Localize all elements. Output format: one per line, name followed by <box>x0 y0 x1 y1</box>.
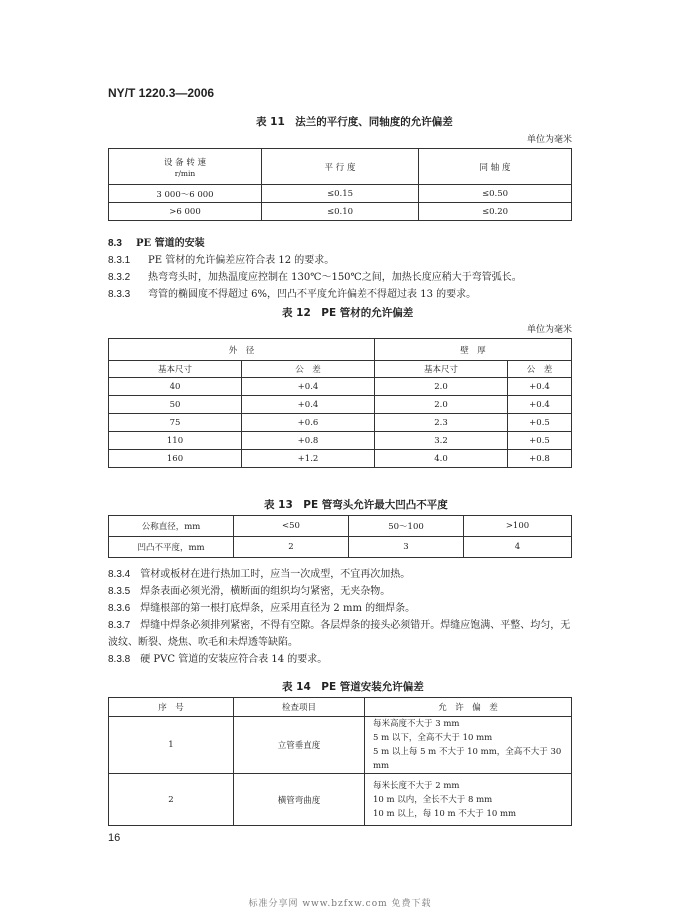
table11-caption: 表 11 法兰的平行度、同轴度的允许偏差 <box>256 116 453 128</box>
table-row: 40 +0.4 2.0 +0.4 <box>109 378 572 396</box>
clause-8-3-6: 8.3.6 焊缝根部的第一根打底焊条，应采用直径为 2 mm 的细焊条。 <box>108 603 416 614</box>
table-row: 50 +0.4 2.0 +0.4 <box>109 396 572 414</box>
section-8-3-heading: 8.3 PE 管道的安装 <box>108 238 205 249</box>
table14-caption: 表 14 PE 管道安装允许偏差 <box>282 681 424 693</box>
clause-8-3-5: 8.3.5 焊条表面必须光滑，横断面的组织均匀紧密，无夹杂物。 <box>108 586 391 597</box>
table14: 序 号 检查项目 允 许 偏 差 1 立管垂直度 每米高度不大于 3 mm 5 m 以下，全高不大于 10 mm 5 m 以上每 5 m 不大于 10 mm，全高不大于 30 mm 2 横管弯曲度 每米长度不大于 2 mm 10 m 以内，全长不大于 8 mm 10 m 以上，每 10 m 不大于 10 mm <box>108 697 572 826</box>
clause-8-3-4: 8.3.4 管材或板材在进行热加工时，应当一次成型，不宜再次加热。 <box>108 569 411 580</box>
footer-watermark: 标准分享网 www.bzfxw.com 免费下载 <box>248 899 432 909</box>
table12-group-od: 外 径 <box>109 339 375 361</box>
clause-8-3-7: 8.3.7 焊缝中焊条必须排列紧密，不得有空隙。各层焊条的接头必须错开。焊缝应饱满、平整、均匀，无波纹、断裂、烧焦、吹毛和未焊透等缺陷。 <box>108 620 571 648</box>
clause-8-3-3: 8.3.3 弯管的椭圆度不得超过 6%，凹凸不平度允许偏差不得超过表 13 的要求。 <box>108 289 477 300</box>
table-row: 2 横管弯曲度 每米长度不大于 2 mm 10 m 以内，全长不大于 8 mm 10 m 以上，每 10 m 不大于 10 mm <box>109 774 572 826</box>
standard-code: NY/T 1220.3—2006 <box>108 86 215 100</box>
table-row: >6 000 ≤0.10 ≤0.20 <box>109 203 572 221</box>
table11-head-coaxial: 同 轴 度 <box>419 149 572 185</box>
table-row: 160 +1.2 4.0 +0.8 <box>109 450 572 468</box>
table11-head-speed: 设 备 转 速 r/min <box>109 149 262 185</box>
table11-head-parallel: 平 行 度 <box>262 149 419 185</box>
clause-8-3-8: 8.3.8 硬 PVC 管道的安装应符合表 14 的要求。 <box>108 654 328 665</box>
table-row: 凹凸不平度，mm 2 3 4 <box>109 537 572 558</box>
table-row: 75 +0.6 2.3 +0.5 <box>109 414 572 432</box>
table-row: 3 000～6 000 ≤0.15 ≤0.50 <box>109 185 572 203</box>
clause-8-3-2: 8.3.2 热弯弯头时，加热温度应控制在 130℃～150℃之间，加热长度应稍大于弯管弧长。 <box>108 272 522 283</box>
table-row: 公称直径，mm <50 50～100 >100 <box>109 516 572 537</box>
table12-group-wall: 壁 厚 <box>375 339 572 361</box>
table12-caption: 表 12 PE 管材的允许偏差 <box>282 307 414 319</box>
table-row: 110 +0.8 3.2 +0.5 <box>109 432 572 450</box>
table13-caption: 表 13 PE 管弯头允许最大凹凸不平度 <box>264 499 448 511</box>
table12: 外 径 壁 厚 基本尺寸 公 差 基本尺寸 公 差 40 +0.4 2.0 +0.4 50 +0.4 2.0 +0.4 75 +0.6 2.3 +0.5 110 +0.8 3.2 +0.5 160 +1.2 4.0 +0.8 <box>108 338 572 468</box>
table11 <box>108 148 572 221</box>
table13 <box>108 515 572 558</box>
clause-8-3-1: 8.3.1 PE 管材的允许偏差应符合表 12 的要求。 <box>108 255 335 266</box>
table12-unit: 单位为毫米 <box>526 325 572 335</box>
table-row: 1 立管垂直度 每米高度不大于 3 mm 5 m 以下，全高不大于 10 mm 5 m 以上每 5 m 不大于 10 mm，全高不大于 30 mm <box>109 717 572 774</box>
table11-unit: 单位为毫米 <box>526 135 572 145</box>
page-number: 16 <box>108 832 121 844</box>
